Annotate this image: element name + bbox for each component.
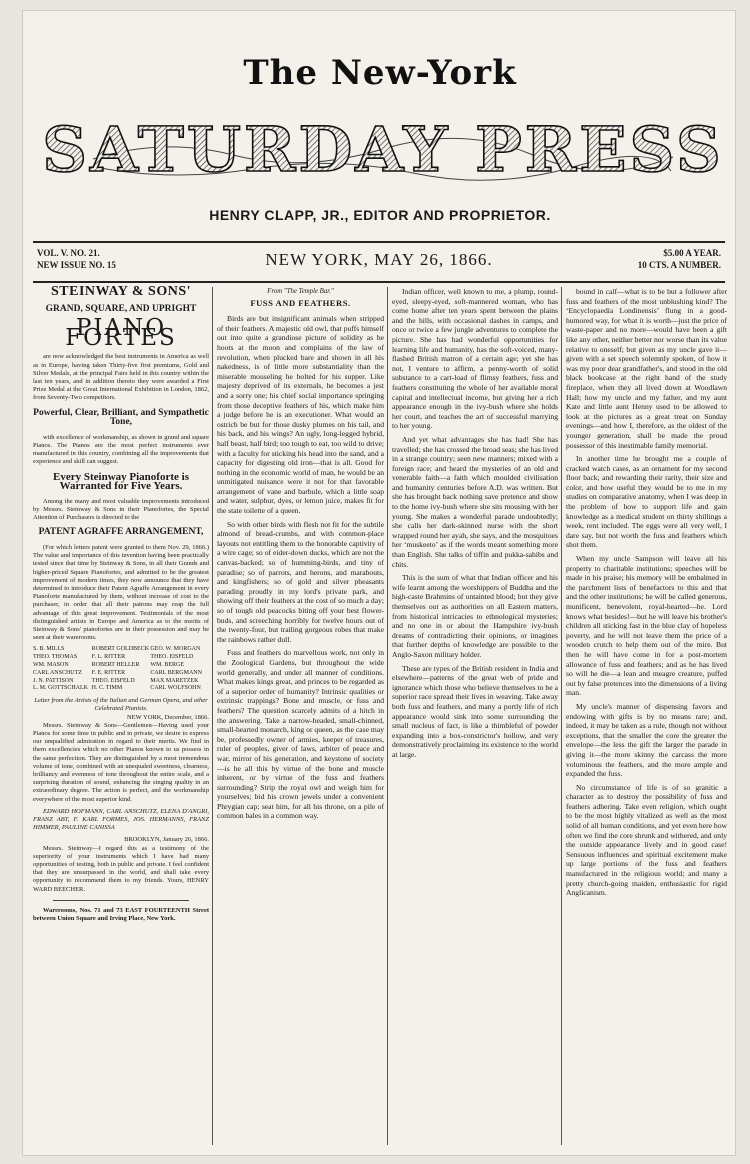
ad-agraffe-body: (For which letters patent were granted to them Nov. 29, 1866.) The value and importance of this invention having been practically tested since that time by Steinway & Sons, in all their Grands and higher-priced Square Pianofortes, and admitted to be the greatest improvement of modern times, they now announce that they have determined to introduce their Patent Agraffe Arrangement in every Pianoforte manufactured by them, without increase of cost to the purchaser, in order that all their patrons may reap the full advantage of this great improvement. Testimonials of the most distinguished artists in Europe and America as to the merits of Steinway & Sons' pianofortes are in their possession and may be seen at their warerooms.: [33, 543, 209, 642]
volume-number: VOL. V. NO. 21.: [37, 248, 100, 258]
article-paragraph: In another time he brought me a couple of cracked watch cases, as an ornament for my second floor back; and rewarding their rarity, their size and color, and how useful they would be to me in my studies on comparative anatomy, when I was deep in the problem of how to support life and gain knowledge as a medical student on thirty shillings a week, rent included. The eggs were all very well, I dare say, but not worth the fuss and feathers which shot them.: [566, 454, 727, 550]
article-paragraph: And yet what advantages she has had! She has travelled; she has crossed the broad seas; she has lived in a strange country; seen new manners; mixed with a foreign race; and heard the mysteries of an old and venerable faith—a faith which moulded civilisation and humanity centuries before A.D. was written. But she has brought back nothing save pretence and show to the home ivy-bush where she sits mousing with her young. She makes a wonderful parade undoubtedly; she calls her dark-skinned nurse with the short wrapped round her ayah, she says, and the mosquitoes her ‘muskeeto’ as if the words meant something more than English. She talks of tiffin and pukka-sahibs and chits.: [392, 434, 558, 569]
artist-name: THEO. EISFELD: [150, 654, 194, 661]
dateline-bar: [33, 241, 725, 283]
ad-letter-date: NEW YORK, December, 1866.: [126, 713, 209, 721]
ad-warranty-body: Among the many and most valuable improvements introduced by Messrs. Steinway & Sons in their Pianofortes, the Special Attention of Purchasers is directed to the: [33, 497, 209, 522]
article-paragraph: bound in calf—what is to be but a follower after fuss and feathers of the most unblushing kind? The ‘Encyclopaedia Londinensis’ flung in a good-humored way, for what it is worth—just the price of waste-paper and no more—would have been a gift like any other, neither better nor worse than its value relative to oneself; but given as my uncle gave it—given with a set speech solemnly spoken, of how it was my poor dear grandfather's, and stood in the old black bookcase at the right hand of the study fireplace, when they all lived down at Woodlawn Hall; how my uncle and my father, and my aunt Kate and little aunt Henny used to be allowed to look at the pictures as a great treat on Sunday evenings—and how I, therefore, as the oldest of the younger generation, shall be made the proud possessor of this inestimable family memorial.: [566, 287, 727, 450]
article-paragraph: No circumstance of life is of so granitic a character as to destroy the possibility of fuss and feathers adhering. Take even religion, which ought to be the most highly vitalized as well as the most solid of all human conditions, and yet even here how often we find the core shrunk and withered, and only the outside appearance lively and in good case! Sensuous influences and spiritual excitement make up large portions of the fuss and feathers manufactured in the religious world; and many a pretty church-going maiden, enthusiastic for rigid Anglicanism.: [566, 782, 727, 898]
artist-name: WM. MASON: [33, 662, 69, 669]
ad-brooklyn-date: BROOKLYN, January 26, 1866.: [124, 836, 209, 844]
ad-product-heading: PIANO FORTES: [65, 315, 177, 351]
ad-artist-names: [33, 646, 209, 693]
artist-name: THEO. THOMAS: [33, 654, 78, 661]
artist-name: F. L. RITTER: [91, 654, 126, 661]
ad-intro: are now acknowledged the best instruments in America as well as in Europe, having taken Thirty-five first premiums, Gold and Silver Medals, at the principal Fairs held in this country within the last ten years, and in addition thereto they were awarded a First Prize Medal at the Great International Exhibition in London, 1862, from Seventy-Two competitors.: [33, 353, 209, 402]
newspaper-page: [22, 10, 736, 1156]
article-column-2: [392, 287, 558, 1147]
artist-name: H. C. TIMM: [91, 685, 123, 692]
article-column-1: [217, 287, 384, 1147]
ad-qualities-body: with excellence of workmanship, as shown in grand and square Pianos. The Pianos are the most perfect instruments ever manufactured in this country, combining all the improvements that experience and skill can suggest.: [33, 433, 209, 466]
artist-name: ROBERT GOLDBECK: [91, 646, 150, 653]
article-paragraph: Birds are but insignificant animals when stripped of their feathers. A majestic old owl, that puffs himself out into quite a grandiose picture of solidity as he hoots at the moon and complains of the law of revolution, when plucked bare and shown in all his nakedness, is of little more substantiality than the miserable mouseling he bolted for his supper. Like majesty deprived of its externals, he becomes a jest and a sorry one; his chief social importance springing from those deceptive feathers of his, which make him a judge before he is an executioner. What would an ostrich be but for those dusky plumes on his tail, and his back, and his wings? An ugly, long-legged hybrid, half beast, half bird; too tough to eat, too wild to drive; with a faculty for sticking his head into the sand, and a capacity for digesting old iron—that is all. Good for nothing in the economic world of man, he would be an unmitigated nuisance were it not for that favorable arrangement of vane and barbule, which a little soap and water, sulphur, dyes, or lemon juice, makes fit for the state toilette of a queen.: [217, 314, 384, 516]
article-paragraph: My uncle's manner of dispensing favors and endowing with gifts is by no means rare; and, indeed, it may be taken as a rule, though not without exceptions, that the smaller the core the greater the envelope—the less the gift the larger the parade in giving it—the more skinny the carcass the more voluminous the feathers, and the more ample and expanded the fuss.: [566, 701, 727, 779]
masthead: [23, 11, 737, 261]
column-rule: [387, 287, 388, 1145]
article-paragraph: Indian officer, well known to me, a plump, round-eyed, sleepy-eyed, soft-mannered woman, who has come home after ten years spent between the plains and the hills, with occasional dashes in camps, and once or twice a few jungle adventures to complete the picture. She has had wonderful opportunities for learning life and humanity, has the soft-voiced, many-flashed British matron of a certain age; yet she has not, I venture to affirm, a penny-worth of solid substance to a cart-load of flimsy feathers, fuss and feathers constituting the whole of her available moral capital and intellectual income, but giving her a rich appearance enough in the ivy-bush where she holds her court, and teaches the art of successful marrying to her young.: [392, 287, 558, 431]
ad-letter-intro: Letter from the Artists of the Italian and German Opera, and other Celebrated Pianists.: [34, 697, 208, 713]
artist-name: J. N. PATTISON: [33, 677, 74, 684]
yearly-price: $5.00 A YEAR.: [663, 248, 721, 258]
ad-qualities: Powerful, Clear, Brilliant, and Sympathetic Tone,: [33, 407, 209, 428]
ad-letter-signatures: EDWARD HOFMANN, CARL ANSCHUTZ, ELENA D'ANGRI, FRANZ ABT, F. KARL FORMES, JOS. HERMANNS, FRANZ HIMMER, PAULINE CANISSA: [33, 807, 209, 832]
ad-letter-body: Messrs. Steinway & Sons—Gentlemen—Having used your Pianos for some time in public and in private, we desire to express our unqualified admiration in regard to their merits. We find in them excellencies which no other Pianos known to us possess in the same perfection. They are distinguished by a most tremendous volume of tone, combined with an unequaled sweetness, clearness, brilliancy and evenness of tone throughout the entire scale, and a surprising duration of sound, enhancing the singing quality in an extraordinary degree. The action is perfect, and the workmanship everywhere of the most superior kind.: [33, 721, 209, 803]
artist-name: THEO. EISFELD: [91, 677, 135, 684]
artist-name: ROBERT HELLER: [91, 662, 140, 669]
artist-name: F. E. RITTER: [91, 669, 126, 676]
artist-name: WM. BERGE: [150, 662, 184, 669]
column-rule: [212, 287, 213, 1145]
artist-name: L. M. GOTTSCHALK: [33, 685, 88, 692]
ad-warerooms: Warerooms, Nos. 71 and 73 EAST FOURTEENTH Street between Union Square and Irving Place, New York.: [33, 906, 209, 923]
article-paragraph: This is the sum of what that Indian officer and his wife learnt among the worshippers of Buddha and the high-caste Brahmins of untainted blood; but they give themselves out as authorities on all Eastern matters, from historical intricacies to ethnological mysteries; and no one in or about the Hampshire ivy-bush dreams of contradicting their opinions, or imagines that further depths of knowledge are possible to the Anglo-Saxon military holder.: [392, 573, 558, 659]
ad-brooklyn-body: Messrs. Steinway—I regard this as a testimony of the superiority of your instruments which I have had many opportunities of testing, both in public and private. I feel confident that they are unsurpassed in the world, and shall take every opportunity to recommend them to my friends. Yours, HENRY WARD BEECHER.: [33, 844, 209, 893]
issue-date: NEW YORK, MAY 26, 1866.: [265, 250, 493, 269]
divider: [53, 900, 189, 901]
editor-line: HENRY CLAPP, JR., EDITOR AND PROPRIETOR.: [209, 207, 551, 223]
article-paragraph: These are types of the British resident in India and elsewhere—patterns of the great web of pride and ignorance which those who believe themselves to be a superior race spread their lives in weaving. Take away both fuss and feathers, and many a portly life of rich appearance would sink into some surrounding the small nucleus of fact, is like a thimbleful of powder expanding into a box-constrictor's hollow, and very demonstratively proclaiming its existence to the world at large.: [392, 663, 558, 759]
artist-name: GEO. W. MORGAN: [150, 646, 201, 653]
artist-name: CARL BERGMANN: [150, 669, 202, 676]
masthead-kicker: The New-York: [243, 53, 517, 93]
article-title: FUSS AND FEATHERS.: [250, 297, 351, 308]
copy-price: 10 CTS. A NUMBER.: [637, 260, 721, 270]
article-column-3: [566, 287, 727, 1147]
ad-piano-kinds: GRAND, SQUARE, AND UPRIGHT: [45, 303, 197, 314]
article-source: From "The Temple Bar.": [267, 288, 334, 295]
artist-name: S. B. MILLS: [33, 646, 65, 653]
issue-number: NEW ISSUE NO. 15: [37, 260, 116, 270]
ad-firm-name: STEINWAY & SONS': [50, 284, 191, 299]
ornamental-title: [42, 97, 724, 197]
ad-warranty: Every Steinway Pianoforte is Warranted for Five Years.: [53, 470, 189, 493]
steinway-advertisement: [33, 284, 209, 1147]
article-paragraph: When my uncle Sampson will leave all his property to charitable institutions; speeches will be made in his praise; his memory will be embalmed in the parchment lists of benefactors to this and that and the other institutions; he will be called generous, munificent, benevolent, royal-hearted—he. Lord knows what besides!—but he will leave his brother's children all sticking fast in the blue clay of hopeless poverty, and he will not leave them the price of a wooden crutch to help them out of the mire. But then he will have come in for a post-mortem allowance of fuss and feathers; and as he has lived so will he die—a lean and meagre creature, puffed out by false pretences into the dimensions of a living man.: [566, 554, 727, 698]
article-paragraph: So with other birds with flesh not fit for the subtile almond of bread-crumbs, and with common-place layouts not entitling them to the honorable captivity of a wire cage; so of eider-down ducks, which are not the canvas-backed; so of humming-birds, and tiny of paradise; so of parrots, and herons, and marabouts, and kingfishers; so of gold and silver pheasants parading proudly in my lord's private park, and showing off their feathers at the cost of so much a day; so of tough old peacocks biting off your best flower-buds, and screeching horribly for twelve hours out of the twenty-four, but trailing gorgeous robes that make the rainbows rather dull.: [217, 519, 384, 644]
masthead-title: SATURDAY PRESS: [42, 113, 724, 186]
article-paragraph: Fuss and feathers do marvellous work, not only in the Zoological Gardens, but throughout the wide world generally, and under all manner of conditions. What makes kings great, and princes to be regarded as of a superior order of humanity? Intrinsic qualities or extrinsic trappings? Bone and muscle, or fuss and feathers? The question scarcely admits of a hitch in the answering. Take a narrow-headed, small-chinned, small-hearted monarch, king or queen, as the case may be, professedly owner of armies, keeper of treasures, ruler of peoples, giver of laws, arbiter of peace and war, mirror of his generation, and keystone of society—is he all this by virtue of the bone and muscle inherent, or by virtue of the fuss and feathers surrounding? Strip the royal owl and weigh him for yourselves; bid his crown jewels under a convenient Phrygian cap; seat him, for all his throne, on a pile of common bales in a common way.: [217, 648, 384, 821]
column-rule: [561, 287, 562, 1145]
artist-name: MAX MARETZEK: [150, 677, 199, 684]
artist-name: CARL ANSCHUTZ: [33, 669, 82, 676]
ad-agraffe-heading: PATENT AGRAFFE ARRANGEMENT,: [38, 527, 204, 538]
artist-name: CARL WOLFSOHN: [150, 685, 201, 692]
